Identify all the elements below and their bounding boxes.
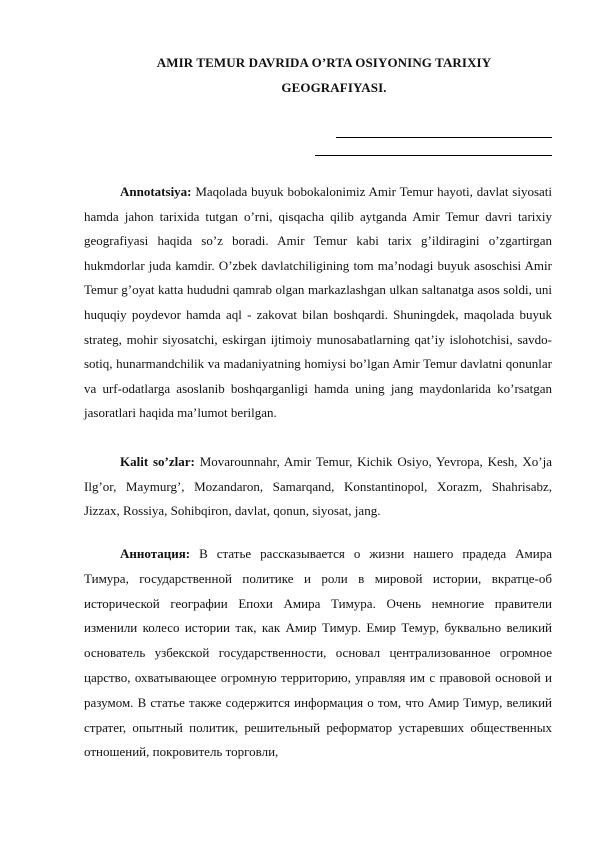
abstract-uz-label: Annotatsiya: (120, 184, 192, 199)
keywords-label: Kalit so’zlar: (120, 454, 195, 469)
keywords-text: Movarounnahr, Amir Temur, Kichik Osiyo, Yevropa, Kesh, Xo’ja Ilg’or, Maymurg’, Mozandaron, Samarqand, Konstantinopol, Xorazm, Shahrisabz, Jizzax, Rossiya, Sohibqiron, davlat, qonun, siyosat, jang. (84, 454, 552, 519)
abstract-ru-label: Аннотация: (120, 546, 191, 561)
article-title-line-2: GEOGRAFIYASI. (281, 80, 387, 95)
article-title-line-1: AMIR TEMUR DAVRIDA O’RTA OSIYONING TARIXIY (156, 55, 492, 70)
author-line-1 (336, 137, 552, 138)
author-line-2 (315, 155, 552, 156)
abstract-uz-text: Maqolada buyuk bobokalonimiz Amir Temur hayoti, davlat siyosati hamda jahon tarixida tutgan o’rni, qisqacha qilib aytganda Amir Temur davri tarixiy geografiyasi haqida so’z boradi. Amir Temur kabi tarix g’ildiragini o’zgartirgan hukmdorlar juda kamdir. O’zbek davlatchiligining tom ma’nodagi buyuk asoschisi Amir Temur g’oyat katta hududni qamrab olgan markazlashgan ulkan saltanatga asos soldi, uni huquqiy poydevor hamda aql - zakovat bilan boshqardi. Shuningdek, maqolada buyuk strateg, mohir siyosatchi, eskirgan ijtimoiy munosabatlarning qat’iy islohotchisi, savdo-sotiq, hunarmandchilik va madaniyatning homiysi bo’lgan Amir Temur davlatni qonunlar va urf-odatlarga asoslanib boshqarganligi hamda uning jang maydonlarida ko’rsatgan jasoratlari haqida ma’lumot berilgan. (84, 184, 552, 421)
keywords-paragraph (84, 450, 552, 524)
abstract-ru-text: В статье рассказывается о жизни нашего прадеда Амира Тимура, государственной политике и роли в мировой истории, вкратце-об исторической географии Епохи Амира Тимура. Очень немногие правители изменили колесо истории так, как Амир Тимур. Емир Темур, буквально великий основатель узбекской государственности, основал централизованное огромное царство, охватывающее огромную территорию, управляя им с правовой основой и разумом. В статье также содержится информация о том, что Амир Тимур, великий стратег, опытный политик, решительный реформатор устаревших общественных отношений, покровитель торговли, (84, 546, 552, 760)
abstract-uz-paragraph (84, 180, 552, 426)
abstract-ru-paragraph (84, 542, 552, 765)
